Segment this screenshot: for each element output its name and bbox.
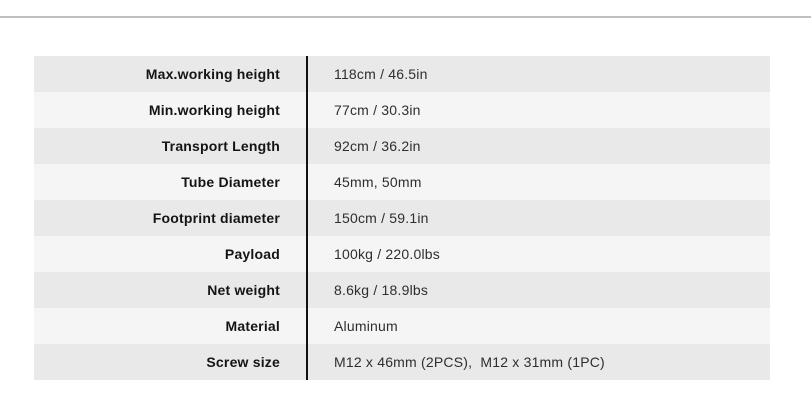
table-row [34, 200, 770, 236]
spec-value: Aluminum [306, 308, 770, 344]
spec-label: Material [225, 318, 280, 334]
spec-label: Screw size [206, 354, 280, 370]
table-row [34, 92, 770, 128]
spec-value: 8.6kg / 18.9lbs [306, 272, 770, 308]
spec-label: Min.working height [148, 102, 280, 118]
spec-label: Max.working height [145, 66, 280, 82]
table-row [34, 308, 770, 344]
table-row [34, 128, 770, 164]
spec-value: M12 x 46mm (2PCS), M12 x 31mm (1PC) [306, 344, 770, 380]
spec-value: 45mm, 50mm [306, 164, 770, 200]
specifications-table [34, 56, 770, 380]
spec-label: Tube Diameter [181, 174, 280, 190]
top-divider-rule [0, 16, 811, 18]
table-row [34, 272, 770, 308]
spec-value: 100kg / 220.0lbs [306, 236, 770, 272]
table-row [34, 344, 770, 380]
spec-value: 118cm / 46.5in [306, 56, 770, 92]
table-row [34, 236, 770, 272]
spec-value: 77cm / 30.3in [306, 92, 770, 128]
spec-value: 150cm / 59.1in [306, 200, 770, 236]
spec-label: Transport Length [161, 138, 280, 154]
spec-value: 92cm / 36.2in [306, 128, 770, 164]
table-row [34, 56, 770, 92]
spec-label: Net weight [207, 282, 280, 298]
spec-label: Payload [224, 246, 280, 262]
table-row [34, 164, 770, 200]
spec-label: Footprint diameter [152, 210, 280, 226]
